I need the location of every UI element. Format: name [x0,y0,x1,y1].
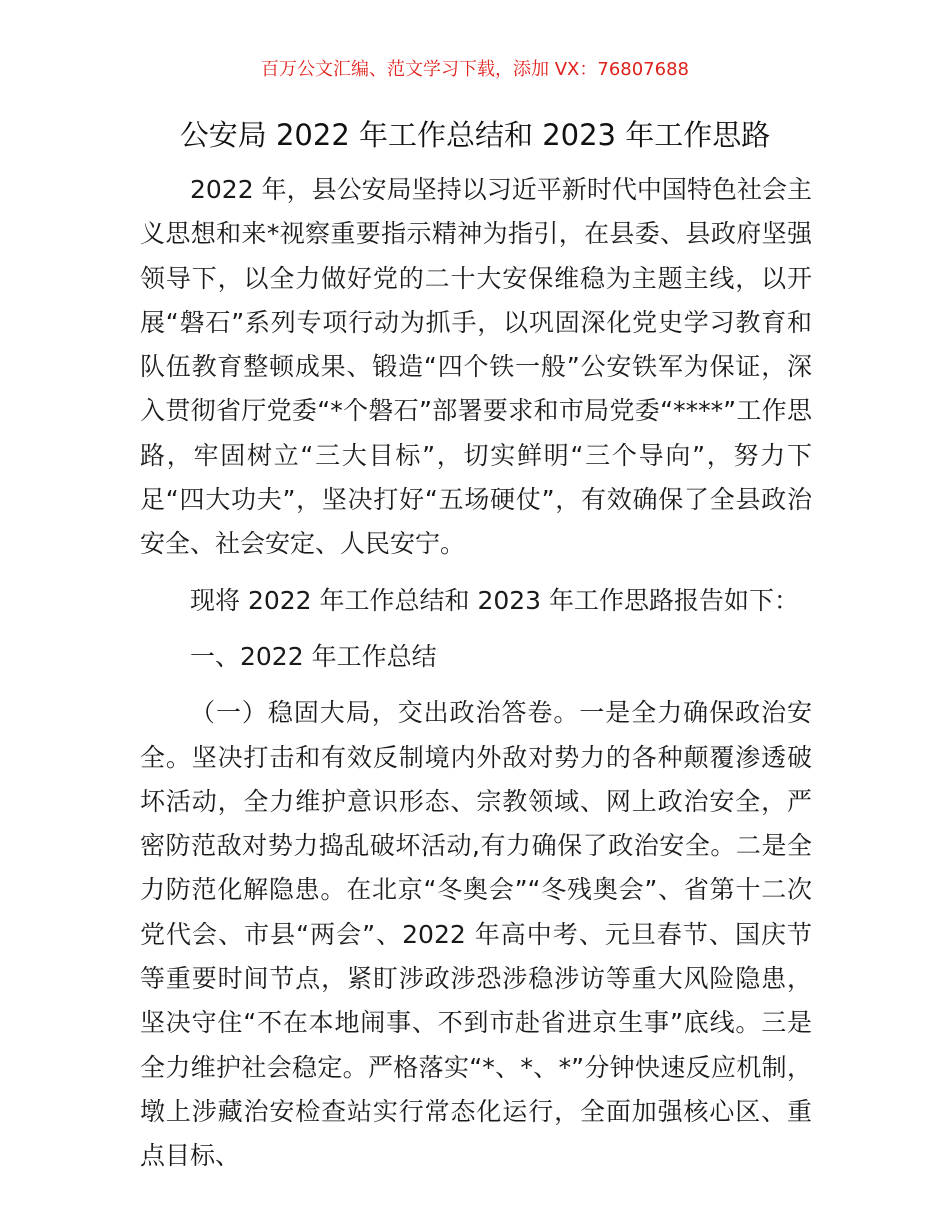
section-heading-1: 一、2022 年工作总结 [190,641,437,671]
document-body [140,168,812,1179]
paragraph-report-lead: 现将 2022 年工作总结和 2023 年工作思路报告如下： [190,585,800,615]
paragraph-section-1-1: （一）稳固大局，交出政治答卷。一是全力确保政治安全。坚决打击和有效反制境内外敌对势力的各种颠覆渗透破坏活动，全力维护意识形态、宗教领域、网上政治安全，严密防范敌对势力捣乱破坏活动,有力确保了政治安全。二是全力防范化解隐患。在北京“冬奥会”“冬残奥会”、省第十二次党代会、市县“两会”、2022 年高中考、元旦春节、国庆节等重要时间节点，紧盯涉政涉恐涉稳涉访等重大风险隐患，坚决守住“不在本地闹事、不到市赴省进京生事”底线。三是全力维护社会稳定。严格落实“*、*、*”分钟快速反应机制，墩上涉藏治安检查站实行常态化运行，全面加强核心区、重点目标、 [140,698,812,1171]
header-watermark-note: 百万公文汇编、范文学习下载，添加 VX：76807688 [261,59,689,80]
document-title: 公安局 2022 年工作总结和 2023 年工作思路 [179,118,771,152]
paragraph-intro: 2022 年，县公安局坚持以习近平新时代中国特色社会主义思想和来*视察重要指示精神为指引，在县委、县政府坚强领导下，以全力做好党的二十大安保维稳为主题主线，以开展“磐石”系列专项行动为抓手，以巩固深化党史学习教育和队伍教育整顿成果、锻造“四个铁一般”公安铁军为保证，深入贯彻省厅党委“*个磐石”部署要求和市局党委“****”工作思路，牢固树立“三大目标”，切实鲜明“三个导向”，努力下足“四大功夫”，坚决打好“五场硬仗”，有效确保了全县政治安全、社会安定、人民安宁。 [140,175,812,559]
